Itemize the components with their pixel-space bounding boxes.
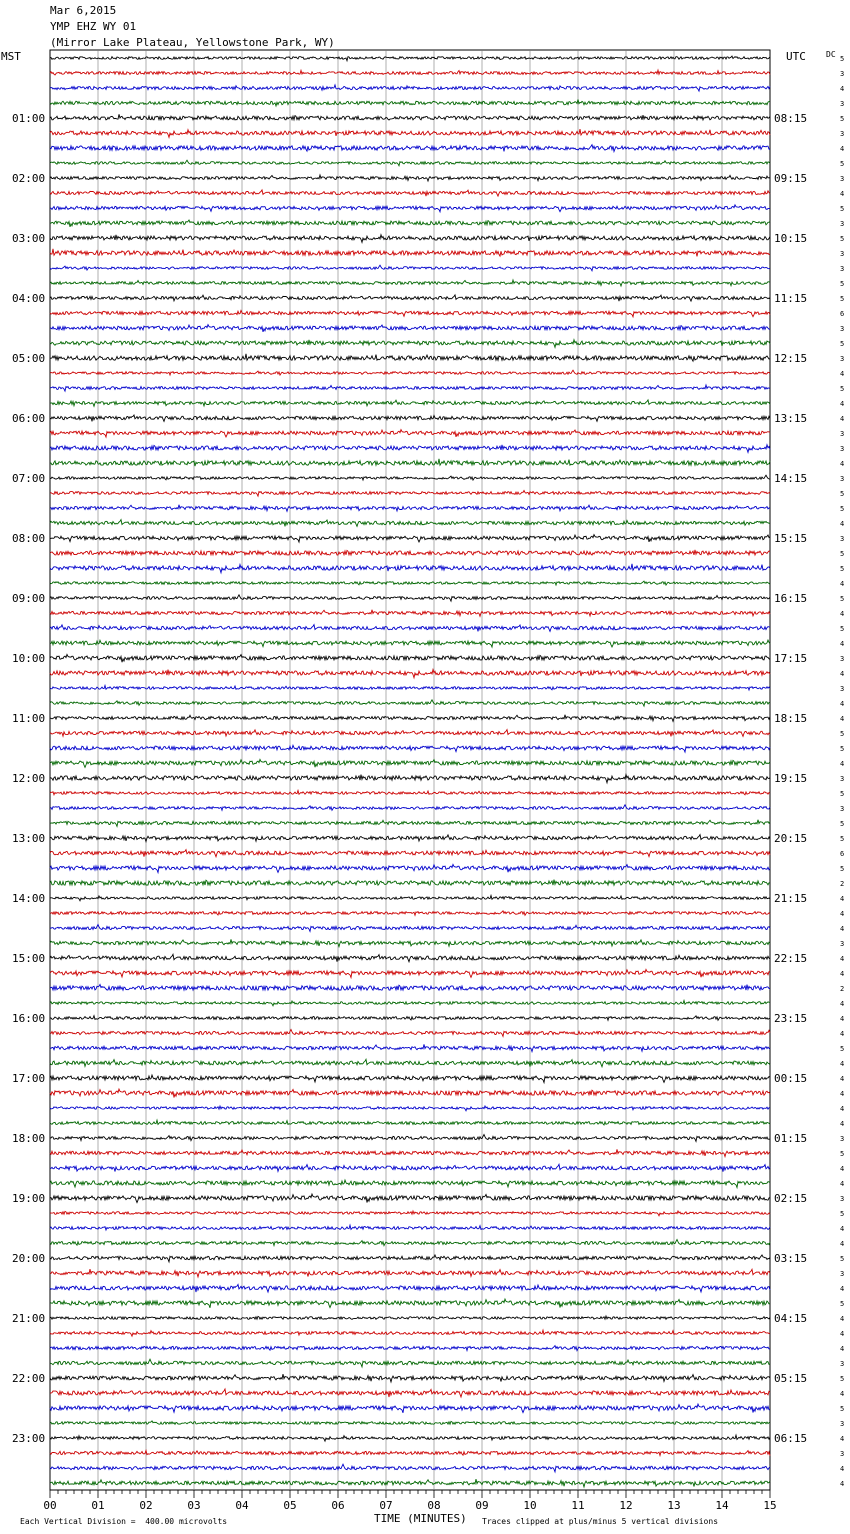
dc-offset-label: 5: [840, 160, 845, 168]
trace-row-36: [50, 595, 770, 601]
dc-offset-label: 4: [840, 400, 845, 408]
dc-offset-label: 4: [840, 1240, 845, 1248]
dc-offset-label: 5: [840, 385, 845, 393]
trace-row-60: [50, 954, 770, 961]
utc-hour-label: 08:15: [774, 112, 808, 125]
mst-hour-label: 20:00: [12, 1252, 46, 1265]
trace-row-66: [50, 1044, 770, 1051]
dc-offset-label: 4: [840, 460, 845, 468]
dc-offset-label: 5: [840, 1045, 845, 1053]
trace-row-14: [50, 265, 770, 271]
trace-row-43: [50, 700, 770, 706]
dc-offset-label: 3: [840, 940, 845, 948]
dc-offset-label: 3: [840, 265, 845, 273]
dc-offset-label: 4: [840, 1315, 845, 1323]
dc-offset-label: 3: [840, 250, 845, 258]
dc-label: DC: [826, 50, 836, 59]
trace-row-3: [50, 100, 770, 106]
utc-hour-label: 21:15: [774, 892, 808, 905]
trace-row-41: [50, 670, 770, 678]
dc-offset-label: 3: [840, 685, 845, 693]
dc-offset-label: 4: [840, 370, 845, 378]
trace-row-69: [50, 1089, 770, 1097]
x-tick-label: 04: [235, 1499, 249, 1512]
dc-offset-label: 5: [840, 730, 845, 738]
dc-offset-label: 3: [840, 535, 845, 543]
trace-row-5: [50, 129, 770, 137]
dc-offset-label: 6: [840, 310, 845, 318]
trace-row-71: [50, 1120, 770, 1125]
trace-row-35: [50, 581, 770, 585]
dc-offset-label: 3: [840, 325, 845, 333]
dc-offset-label: 4: [840, 1165, 845, 1173]
trace-row-81: [50, 1269, 770, 1277]
x-axis-label: TIME (MINUTES): [374, 1512, 467, 1525]
trace-row-63: [50, 1001, 770, 1006]
dc-offset-label: 4: [840, 1480, 845, 1488]
dc-offset-label: 5: [840, 55, 845, 63]
trace-row-77: [50, 1211, 770, 1216]
left-timezone: MST: [1, 50, 21, 63]
trace-row-53: [50, 850, 770, 857]
trace-row-6: [50, 145, 770, 152]
dc-offset-label: 5: [840, 625, 845, 633]
dc-offset-label: 3: [840, 655, 845, 663]
dc-offset-label: 4: [840, 640, 845, 648]
x-tick-label: 05: [283, 1499, 297, 1512]
dc-offset-label: 4: [840, 1180, 845, 1188]
mst-hour-label: 08:00: [12, 532, 46, 545]
trace-row-17: [50, 311, 770, 317]
mst-hour-label: 04:00: [12, 292, 46, 305]
dc-offset-label: 3: [840, 475, 845, 483]
header-station: YMP EHZ WY 01: [50, 20, 137, 33]
trace-row-93: [50, 1451, 770, 1456]
utc-hour-label: 09:15: [774, 172, 808, 185]
trace-row-55: [50, 880, 770, 886]
dc-offset-label: 5: [840, 1210, 845, 1218]
mst-hour-label: 03:00: [12, 232, 46, 245]
mst-hour-label: 21:00: [12, 1312, 46, 1325]
dc-offset-label: 4: [840, 415, 845, 423]
trace-row-23: [50, 400, 770, 406]
x-tick-label: 11: [571, 1499, 585, 1512]
mst-hour-label: 17:00: [12, 1072, 46, 1085]
trace-row-46: [50, 745, 770, 752]
trace-row-48: [50, 775, 770, 783]
trace-row-37: [50, 610, 770, 617]
dc-offset-label: 4: [840, 1105, 845, 1113]
trace-row-30: [50, 505, 770, 512]
dc-offset-label: 3: [840, 1270, 845, 1278]
trace-row-16: [50, 295, 770, 301]
trace-row-32: [50, 535, 770, 543]
footer-scale-note: Each Vertical Division = 400.00 microvolts: [20, 1517, 228, 1526]
mst-hour-label: 02:00: [12, 172, 46, 185]
utc-hour-label: 15:15: [774, 532, 808, 545]
trace-row-70: [50, 1106, 770, 1111]
x-tick-label: 12: [619, 1499, 633, 1512]
dc-offset-label: 4: [840, 1345, 845, 1353]
trace-row-67: [50, 1059, 770, 1066]
dc-offset-label: 4: [840, 580, 845, 588]
x-tick-label: 06: [331, 1499, 345, 1512]
dc-offset-label: 4: [840, 1015, 845, 1023]
trace-row-20: [50, 354, 770, 361]
dc-offset-label: 4: [840, 1060, 845, 1068]
trace-row-19: [50, 340, 770, 348]
trace-row-90: [50, 1404, 770, 1413]
dc-offset-label: 5: [840, 745, 845, 753]
trace-row-85: [50, 1330, 770, 1336]
utc-hour-label: 19:15: [774, 772, 808, 785]
x-tick-label: 15: [763, 1499, 777, 1512]
utc-hour-label: 10:15: [774, 232, 808, 245]
trace-row-42: [50, 686, 770, 691]
mst-hour-label: 23:00: [12, 1432, 46, 1445]
utc-hour-label: 11:15: [774, 292, 808, 305]
dc-offset-label: 4: [840, 715, 845, 723]
dc-offset-label: 5: [840, 790, 845, 798]
header-date: Mar 6,2015: [50, 4, 117, 17]
utc-hour-label: 00:15: [774, 1072, 808, 1085]
x-tick-label: 09: [475, 1499, 489, 1512]
trace-row-92: [50, 1435, 770, 1441]
x-tick-label: 08: [427, 1499, 441, 1512]
trace-row-73: [50, 1149, 770, 1156]
x-tick-label: 00: [43, 1499, 57, 1512]
utc-hour-label: 13:15: [774, 412, 808, 425]
dc-offset-label: 3: [840, 445, 845, 453]
trace-row-52: [50, 835, 770, 842]
dc-offset-label: 4: [840, 955, 845, 963]
trace-row-7: [50, 160, 770, 166]
dc-offset-label: 3: [840, 805, 845, 813]
mst-hour-label: 07:00: [12, 472, 46, 485]
trace-row-34: [50, 564, 770, 573]
mst-hour-label: 11:00: [12, 712, 46, 725]
dc-offset-label: 5: [840, 490, 845, 498]
mst-hour-label: 19:00: [12, 1192, 46, 1205]
trace-row-49: [50, 791, 770, 795]
mst-hour-label: 13:00: [12, 832, 46, 845]
x-tick-label: 02: [139, 1499, 153, 1512]
header-location: (Mirror Lake Plateau, Yellowstone Park, WY): [50, 36, 335, 49]
mst-hour-label: 09:00: [12, 592, 46, 605]
trace-row-72: [50, 1135, 770, 1142]
trace-row-45: [50, 730, 770, 737]
x-tick-label: 13: [667, 1499, 681, 1512]
dc-offset-label: 3: [840, 1420, 845, 1428]
dc-offset-label: 3: [840, 1360, 845, 1368]
trace-row-57: [50, 911, 770, 916]
dc-offset-label: 3: [840, 100, 845, 108]
dc-offset-label: 4: [840, 1330, 845, 1338]
mst-hour-label: 18:00: [12, 1132, 46, 1145]
dc-offset-label: 4: [840, 760, 845, 768]
dc-offset-label: 5: [840, 340, 845, 348]
utc-hour-label: 18:15: [774, 712, 808, 725]
dc-offset-label: 4: [840, 1465, 845, 1473]
dc-offset-label: 5: [840, 550, 845, 558]
utc-hour-label: 06:15: [774, 1432, 808, 1445]
trace-row-76: [50, 1194, 770, 1203]
dc-offset-label: 5: [840, 115, 845, 123]
dc-offset-label: 3: [840, 1195, 845, 1203]
utc-hour-label: 16:15: [774, 592, 808, 605]
trace-row-26: [50, 445, 770, 453]
dc-offset-label: 4: [840, 1075, 845, 1083]
utc-hour-label: 04:15: [774, 1312, 808, 1325]
mst-hour-label: 14:00: [12, 892, 46, 905]
trace-row-83: [50, 1299, 770, 1308]
trace-row-9: [50, 190, 770, 196]
dc-offset-label: 4: [840, 910, 845, 918]
utc-hour-label: 03:15: [774, 1252, 808, 1265]
x-tick-label: 14: [715, 1499, 729, 1512]
utc-hour-label: 05:15: [774, 1372, 808, 1385]
trace-row-65: [50, 1030, 770, 1037]
trace-row-86: [50, 1346, 770, 1351]
mst-hour-label: 10:00: [12, 652, 46, 665]
trace-row-95: [50, 1479, 770, 1487]
trace-row-79: [50, 1240, 770, 1246]
mst-hour-label: 15:00: [12, 952, 46, 965]
dc-offset-label: 5: [840, 505, 845, 513]
trace-row-59: [50, 939, 770, 946]
trace-row-11: [50, 220, 770, 227]
utc-hour-label: 02:15: [774, 1192, 808, 1205]
dc-offset-label: 5: [840, 565, 845, 573]
trace-row-40: [50, 654, 770, 662]
dc-offset-label: 5: [840, 235, 845, 243]
dc-offset-label: 5: [840, 1150, 845, 1158]
dc-offset-label: 5: [840, 835, 845, 843]
x-tick-label: 10: [523, 1499, 537, 1512]
dc-offset-label: 4: [840, 970, 845, 978]
dc-offset-label: 5: [840, 1405, 845, 1413]
trace-row-18: [50, 325, 770, 332]
dc-offset-label: 4: [840, 145, 845, 153]
dc-offset-label: 3: [840, 220, 845, 228]
trace-row-89: [50, 1389, 770, 1397]
trace-row-62: [50, 985, 770, 991]
mst-hour-label: 01:00: [12, 112, 46, 125]
dc-offset-label: 5: [840, 1300, 845, 1308]
mst-hour-label: 16:00: [12, 1012, 46, 1025]
trace-row-94: [50, 1464, 770, 1472]
dc-offset-label: 4: [840, 1285, 845, 1293]
x-tick-label: 07: [379, 1499, 393, 1512]
trace-row-31: [50, 520, 770, 527]
trace-row-58: [50, 925, 770, 932]
trace-row-8: [50, 175, 770, 181]
trace-row-38: [50, 625, 770, 632]
trace-row-82: [50, 1285, 770, 1293]
dc-offset-label: 2: [840, 985, 845, 993]
trace-row-12: [50, 235, 770, 243]
trace-row-15: [50, 280, 770, 286]
dc-offset-label: 5: [840, 820, 845, 828]
trace-row-47: [50, 759, 770, 767]
dc-offset-label: 5: [840, 595, 845, 603]
dc-offset-label: 5: [840, 295, 845, 303]
trace-row-54: [50, 864, 770, 872]
trace-row-22: [50, 385, 770, 391]
dc-offset-label: 3: [840, 175, 845, 183]
dc-offset-label: 5: [840, 205, 845, 213]
trace-row-33: [50, 550, 770, 555]
trace-row-25: [50, 430, 770, 438]
trace-row-39: [50, 640, 770, 647]
dc-offset-label: 3: [840, 775, 845, 783]
dc-offset-label: 5: [840, 1375, 845, 1383]
trace-row-29: [50, 491, 770, 497]
trace-row-21: [50, 370, 770, 375]
dc-offset-label: 3: [840, 130, 845, 138]
dc-offset-label: 4: [840, 700, 845, 708]
trace-row-88: [50, 1374, 770, 1382]
trace-row-68: [50, 1075, 770, 1082]
trace-row-64: [50, 1016, 770, 1021]
dc-offset-label: 4: [840, 1435, 845, 1443]
utc-hour-label: 12:15: [774, 352, 808, 365]
dc-offset-label: 4: [840, 1225, 845, 1233]
trace-row-78: [50, 1225, 770, 1230]
utc-hour-label: 20:15: [774, 832, 808, 845]
dc-offset-label: 4: [840, 190, 845, 198]
footer-clip-note: Traces clipped at plus/minus 5 vertical divisions: [482, 1517, 719, 1526]
utc-hour-label: 14:15: [774, 472, 808, 485]
dc-offset-label: 5: [840, 1255, 845, 1263]
dc-offset-label: 4: [840, 1030, 845, 1038]
dc-offset-label: 5: [840, 280, 845, 288]
dc-offset-label: 3: [840, 70, 845, 78]
mst-hour-label: 12:00: [12, 772, 46, 785]
trace-row-24: [50, 415, 770, 421]
x-tick-label: 01: [91, 1499, 105, 1512]
x-tick-label: 03: [187, 1499, 201, 1512]
dc-offset-label: 4: [840, 670, 845, 678]
trace-row-13: [50, 249, 770, 257]
trace-row-74: [50, 1164, 770, 1171]
trace-row-2: [50, 85, 770, 91]
trace-row-10: [50, 205, 770, 212]
utc-hour-label: 22:15: [774, 952, 808, 965]
dc-offset-label: 4: [840, 1390, 845, 1398]
mst-hour-label: 06:00: [12, 412, 46, 425]
dc-offset-label: 4: [840, 610, 845, 618]
trace-row-80: [50, 1255, 770, 1262]
trace-row-0: [50, 56, 770, 61]
dc-offset-label: 3: [840, 1450, 845, 1458]
mst-hour-label: 22:00: [12, 1372, 46, 1385]
trace-row-87: [50, 1359, 770, 1367]
trace-row-50: [50, 805, 770, 811]
dc-offset-label: 5: [840, 865, 845, 873]
dc-offset-label: 3: [840, 355, 845, 363]
trace-row-56: [50, 896, 770, 901]
dc-offset-label: 4: [840, 520, 845, 528]
trace-row-51: [50, 820, 770, 827]
mst-hour-label: 05:00: [12, 352, 46, 365]
trace-row-61: [50, 969, 770, 977]
trace-row-4: [50, 114, 770, 120]
dc-offset-label: 4: [840, 85, 845, 93]
dc-offset-label: 4: [840, 895, 845, 903]
dc-offset-label: 3: [840, 430, 845, 438]
dc-offset-label: 4: [840, 1090, 845, 1098]
trace-row-27: [50, 459, 770, 466]
utc-hour-label: 01:15: [774, 1132, 808, 1145]
trace-row-84: [50, 1316, 770, 1319]
trace-row-44: [50, 715, 770, 722]
trace-row-91: [50, 1421, 770, 1425]
utc-hour-label: 23:15: [774, 1012, 808, 1025]
dc-offset-label: 4: [840, 1000, 845, 1008]
dc-offset-label: 6: [840, 850, 845, 858]
dc-offset-label: 2: [840, 880, 845, 888]
dc-offset-label: 4: [840, 1120, 845, 1128]
trace-row-28: [50, 475, 770, 480]
utc-hour-label: 17:15: [774, 652, 808, 665]
dc-offset-label: 3: [840, 1135, 845, 1143]
trace-row-1: [50, 70, 770, 75]
trace-row-75: [50, 1180, 770, 1187]
dc-offset-label: 4: [840, 925, 845, 933]
right-timezone: UTC: [786, 50, 806, 63]
